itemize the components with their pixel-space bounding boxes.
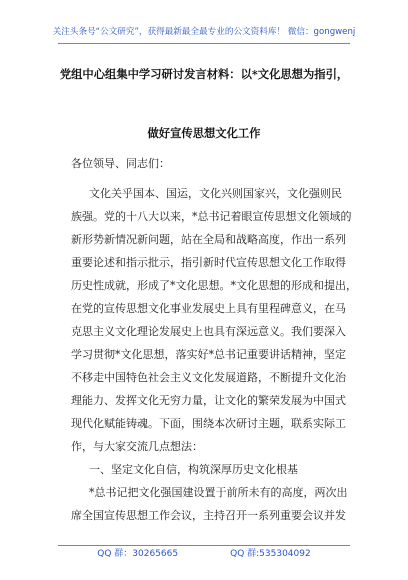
body-line: 作，与大家交流几点想法：: [71, 440, 203, 453]
body-line: 重要论述和指示批示，指引新时代宣传思想文化工作取得: [71, 256, 346, 269]
section-heading: 一、坚定文化自信，构筑深厚历史文化根基: [89, 463, 298, 476]
header-divider: [58, 43, 350, 44]
body-line: 现代化赋能铸魂。下面，围绕本次研讨主题，联系实际工: [71, 417, 346, 430]
body-line: 不移走中国特色社会主义文化发展道路，不断提升文化治: [71, 371, 346, 384]
footer: [0, 546, 408, 559]
body-line: 学习贯彻*文化思想，落实好*总书记重要讲话精神，坚定: [71, 348, 346, 361]
header-banner: [0, 0, 408, 44]
body-line: *总书记把文化强国建设置于前所未有的高度，两次出: [89, 486, 348, 499]
document-title-line-2: 做好宣传思想文化工作: [147, 126, 261, 140]
body-line: 理能力、发挥文化无穷力量，让文化的繁荣发展为中国式: [71, 394, 346, 407]
body-line: 席全国宣传思想工作会议，主持召开一系列重要会议并发: [71, 509, 346, 522]
footer-qq-group-2: QQ 群:535304092: [230, 549, 311, 559]
body-line: 族强。党的十八大以来，*总书记着眼宣传思想文化领域的: [71, 210, 352, 223]
body-line: 克思主义文化理论发展史上也具有深远意义。我们要深入: [71, 325, 346, 338]
salutation: 各位领导、同志们：: [71, 157, 170, 170]
footer-qq-group-1: QQ 群：30265665: [97, 549, 179, 559]
header-banner-text: 关注头条号“公文研究”，获得最新最全最专业的公文资料库！ 微信：gongwenj: [52, 27, 356, 37]
body-line: 文化关乎国本、国运，文化兴则国家兴，文化强则民: [89, 187, 342, 200]
body-line: 历史性成就，形成了*文化思想。*文化思想的形成和提出，: [71, 279, 357, 292]
body-line: 新形势新情况新问题，站在全局和战略高度，作出一系列: [71, 233, 346, 246]
body-line: 在党的宣传思想文化事业发展史上具有里程碑意义，在马: [71, 302, 346, 315]
document-title-line-1: 党组中心组集中学习研讨发言材料：以*文化思想为指引，: [59, 67, 349, 81]
